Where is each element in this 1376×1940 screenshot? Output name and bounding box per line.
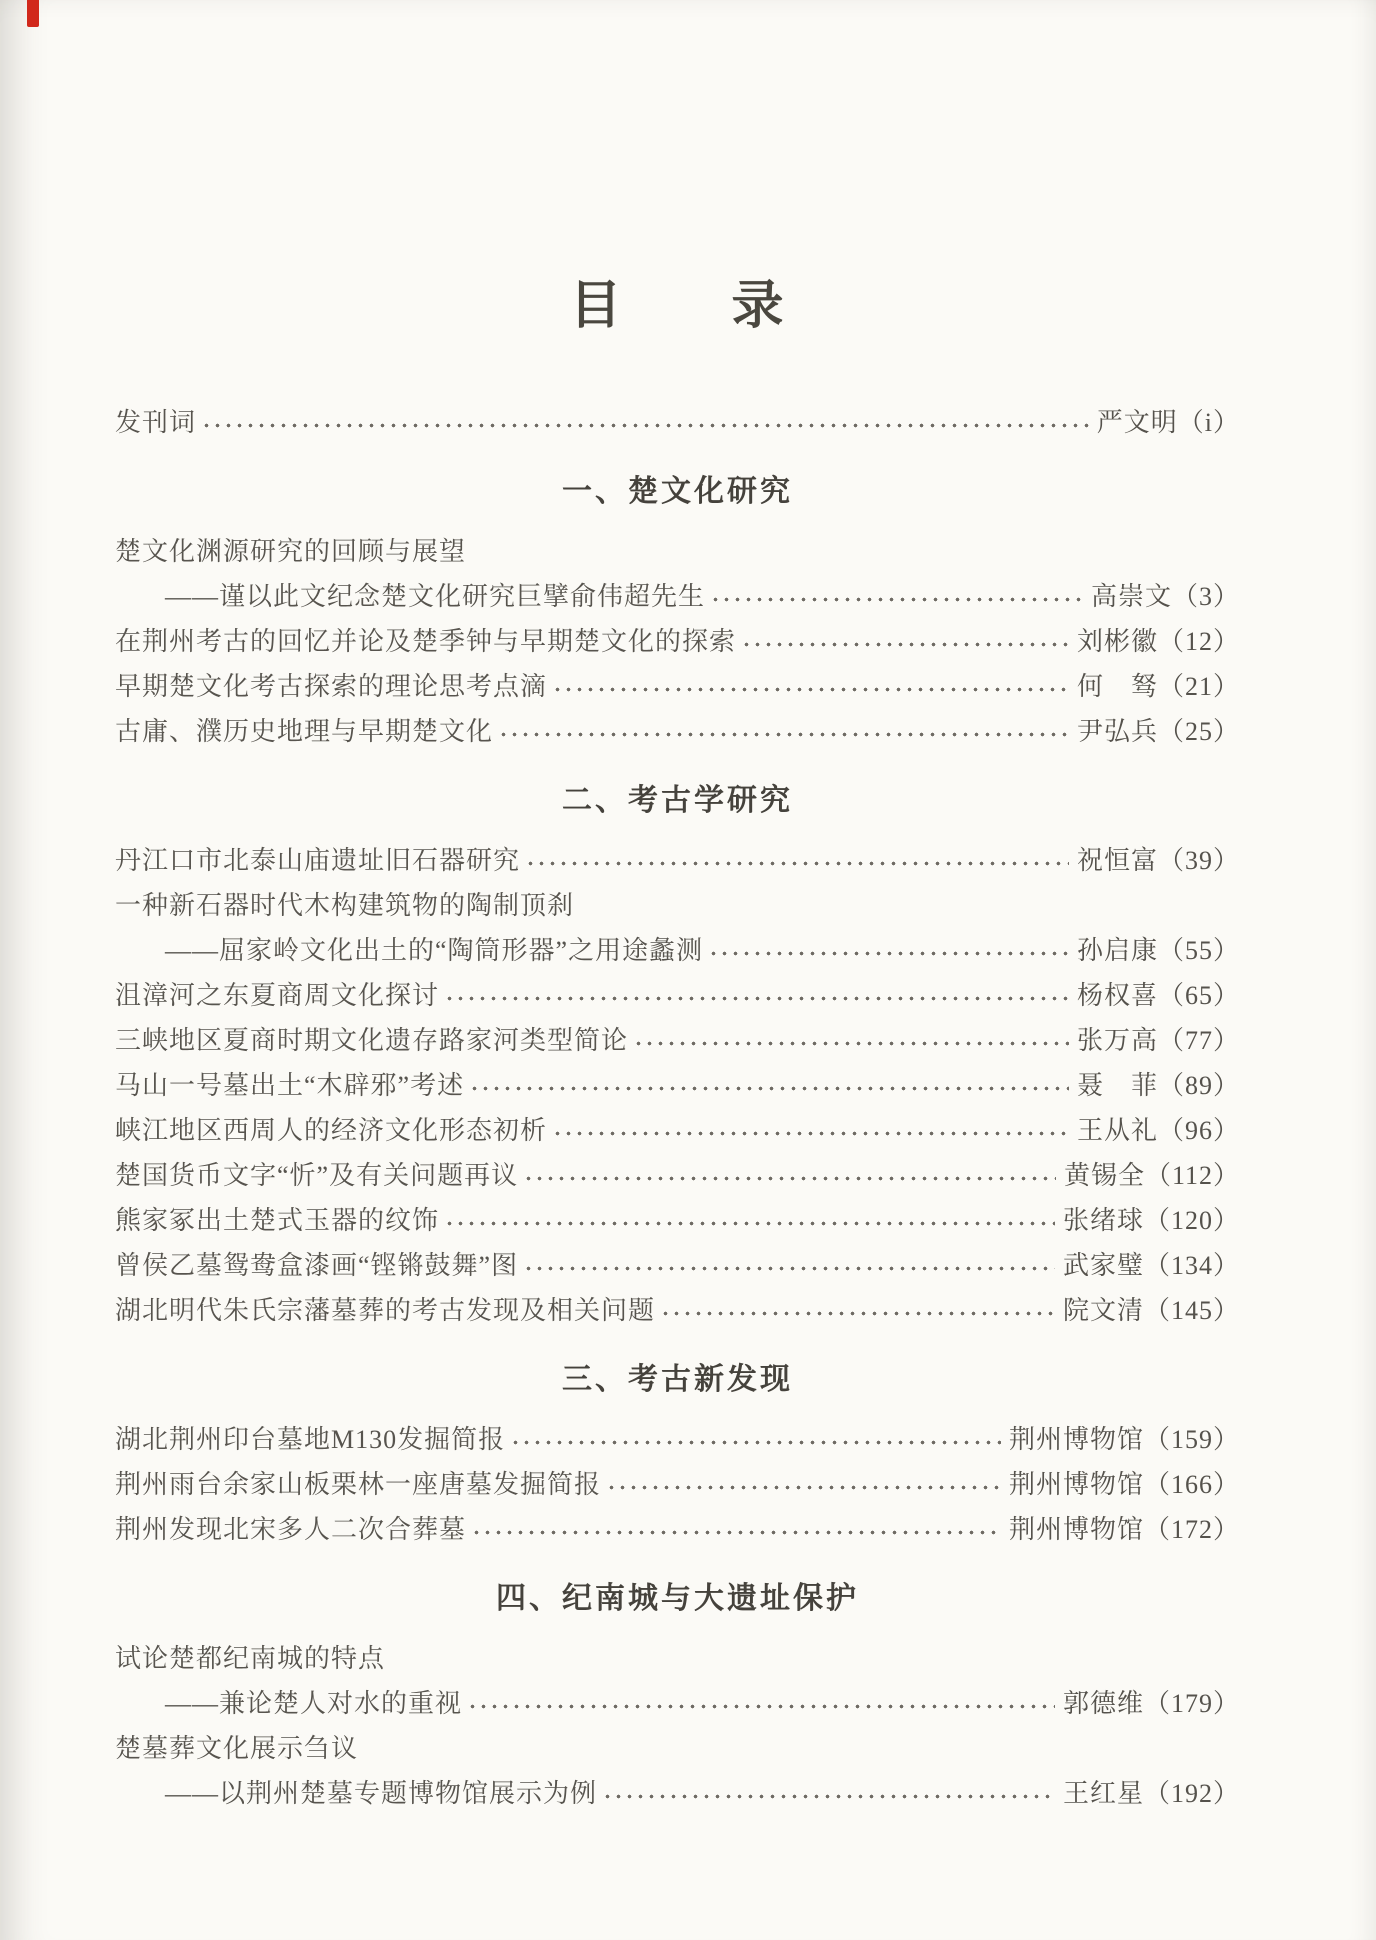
- dot-leader: [708, 928, 1069, 973]
- entry-title: 峡江地区西周人的经济文化形态初析: [115, 1116, 548, 1145]
- toc-row: [115, 664, 1240, 709]
- toc-row: [115, 1462, 1240, 1507]
- toc-row: [115, 1726, 1240, 1771]
- entry-title: 曾侯乙墓鸳鸯盒漆画“铿锵鼓舞”图: [115, 1251, 519, 1280]
- entry-title: 湖北明代朱氏宗藩墓葬的考古发现及相关问题: [115, 1296, 656, 1325]
- dot-leader: [660, 1288, 1055, 1333]
- entry-author-page: 荆州博物馆（166）: [1008, 1470, 1240, 1499]
- entry-title: ——以荆州楚墓专题博物馆展示为例: [165, 1779, 598, 1808]
- entry-title: 丹江口市北泰山庙遗址旧石器研究: [115, 846, 521, 875]
- entry-title: 一种新石器时代木构建筑物的陶制顶刹: [115, 891, 575, 920]
- section-heading: 四、纪南城与大遗址保护: [496, 1582, 859, 1615]
- entry-title: 荆州雨台余家山板栗林一座唐墓发掘简报: [115, 1470, 602, 1499]
- entry-title: 湖北荆州印台墓地M130发掘简报: [115, 1425, 506, 1454]
- toc-row: [115, 709, 1240, 754]
- toc-row: [115, 928, 1240, 973]
- toc-row: [115, 619, 1240, 664]
- entry-author-page: 院文清（145）: [1062, 1296, 1240, 1325]
- toc-row: [115, 883, 1240, 928]
- entry-author-page: 黄锡全（112）: [1063, 1161, 1240, 1190]
- section-heading: 三、考古新发现: [562, 1363, 793, 1396]
- entry-author-page: 尹弘兵（25）: [1076, 717, 1240, 746]
- entry-title: 熊家冢出土楚式玉器的纹饰: [115, 1206, 440, 1235]
- entry-title: 楚文化渊源研究的回顾与展望: [115, 537, 467, 566]
- toc-row: [115, 1063, 1240, 1108]
- entry-title: ——谨以此文纪念楚文化研究巨擘俞伟超先生: [165, 582, 706, 611]
- toc-row: [115, 973, 1240, 1018]
- toc-row: [115, 1288, 1240, 1333]
- toc-row: [115, 1771, 1240, 1816]
- entry-author-page: 张万高（77）: [1076, 1026, 1240, 1055]
- toc-list: [115, 400, 1240, 1816]
- dot-leader: [498, 709, 1069, 754]
- entry-title: 楚墓葬文化展示刍议: [115, 1734, 359, 1763]
- toc-row: [115, 1681, 1240, 1726]
- entry-author-page: 严文明（i）: [1096, 408, 1240, 437]
- toc-row: [115, 1507, 1240, 1552]
- entry-author-page: 杨权喜（65）: [1076, 981, 1240, 1010]
- toc-row: [115, 1417, 1240, 1462]
- entry-title: 沮漳河之东夏商周文化探讨: [115, 981, 440, 1010]
- dot-leader: [552, 664, 1069, 709]
- dot-leader: [602, 1771, 1055, 1816]
- entry-author-page: 荆州博物馆（159）: [1008, 1425, 1240, 1454]
- dot-leader: [606, 1462, 1001, 1507]
- page-title: 目 录: [569, 278, 786, 335]
- dot-leader: [633, 1018, 1069, 1063]
- entry-author-page: 荆州博物馆（172）: [1008, 1515, 1240, 1544]
- entry-author-page: 孙启康（55）: [1076, 936, 1240, 965]
- entry-author-page: 王从礼（96）: [1076, 1116, 1240, 1145]
- dot-leader: [523, 1243, 1055, 1288]
- toc-row: [115, 1108, 1240, 1153]
- toc-row: [115, 574, 1240, 619]
- toc-row: [115, 529, 1240, 574]
- section-heading: 一、楚文化研究: [562, 475, 793, 508]
- entry-author-page: 聂 菲（89）: [1076, 1071, 1240, 1100]
- entry-title: 试论楚都纪南城的特点: [115, 1644, 386, 1673]
- entry-title: 古庸、濮历史地理与早期楚文化: [115, 717, 494, 746]
- toc-row: [115, 838, 1240, 883]
- toc-row: [115, 1018, 1240, 1063]
- dot-leader: [201, 400, 1089, 445]
- dot-leader: [741, 619, 1069, 664]
- dot-leader: [471, 1507, 1001, 1552]
- entry-title: 荆州发现北宋多人二次合葬墓: [115, 1515, 467, 1544]
- entry-author-page: 王红星（192）: [1062, 1779, 1240, 1808]
- toc-row: [115, 1243, 1240, 1288]
- dot-leader: [552, 1108, 1069, 1153]
- entry-author-page: 张绪球（120）: [1062, 1206, 1240, 1235]
- entry-author-page: 刘彬徽（12）: [1076, 627, 1240, 656]
- toc-row: [115, 1636, 1240, 1681]
- entry-author-page: 高崇文（3）: [1090, 582, 1240, 611]
- entry-author-page: 郭德维（179）: [1062, 1689, 1240, 1718]
- dot-leader: [523, 1153, 1056, 1198]
- toc-row: [115, 1198, 1240, 1243]
- dot-leader: [469, 1063, 1069, 1108]
- entry-title: 马山一号墓出土“木辟邪”考述: [115, 1071, 465, 1100]
- toc-content: [0, 272, 1376, 1816]
- dot-leader: [444, 973, 1069, 1018]
- dot-leader: [467, 1681, 1055, 1726]
- entry-author-page: 祝恒富（39）: [1076, 846, 1240, 875]
- entry-title: 楚国货币文字“忻”及有关问题再议: [115, 1161, 519, 1190]
- section-heading: 二、考古学研究: [562, 784, 793, 817]
- red-edge-mark: [27, 0, 39, 27]
- entry-author-page: 武家璧（134）: [1062, 1251, 1240, 1280]
- entry-title: 在荆州考古的回忆并论及楚季钟与早期楚文化的探索: [115, 627, 737, 656]
- toc-row: [115, 400, 1240, 445]
- dot-leader: [510, 1417, 1001, 1462]
- entry-title: 三峡地区夏商时期文化遗存路家河类型简论: [115, 1026, 629, 1055]
- entry-title: ——屈家岭文化出土的“陶筒形器”之用途蠡测: [165, 936, 704, 965]
- entry-title: ——兼论楚人对水的重视: [165, 1689, 463, 1718]
- toc-row: [115, 1153, 1240, 1198]
- entry-title: 早期楚文化考古探索的理论思考点滴: [115, 672, 548, 701]
- entry-title: 发刊词: [115, 408, 197, 437]
- dot-leader: [444, 1198, 1055, 1243]
- dot-leader: [525, 838, 1069, 883]
- dot-leader: [710, 574, 1083, 619]
- entry-author-page: 何 驽（21）: [1076, 672, 1240, 701]
